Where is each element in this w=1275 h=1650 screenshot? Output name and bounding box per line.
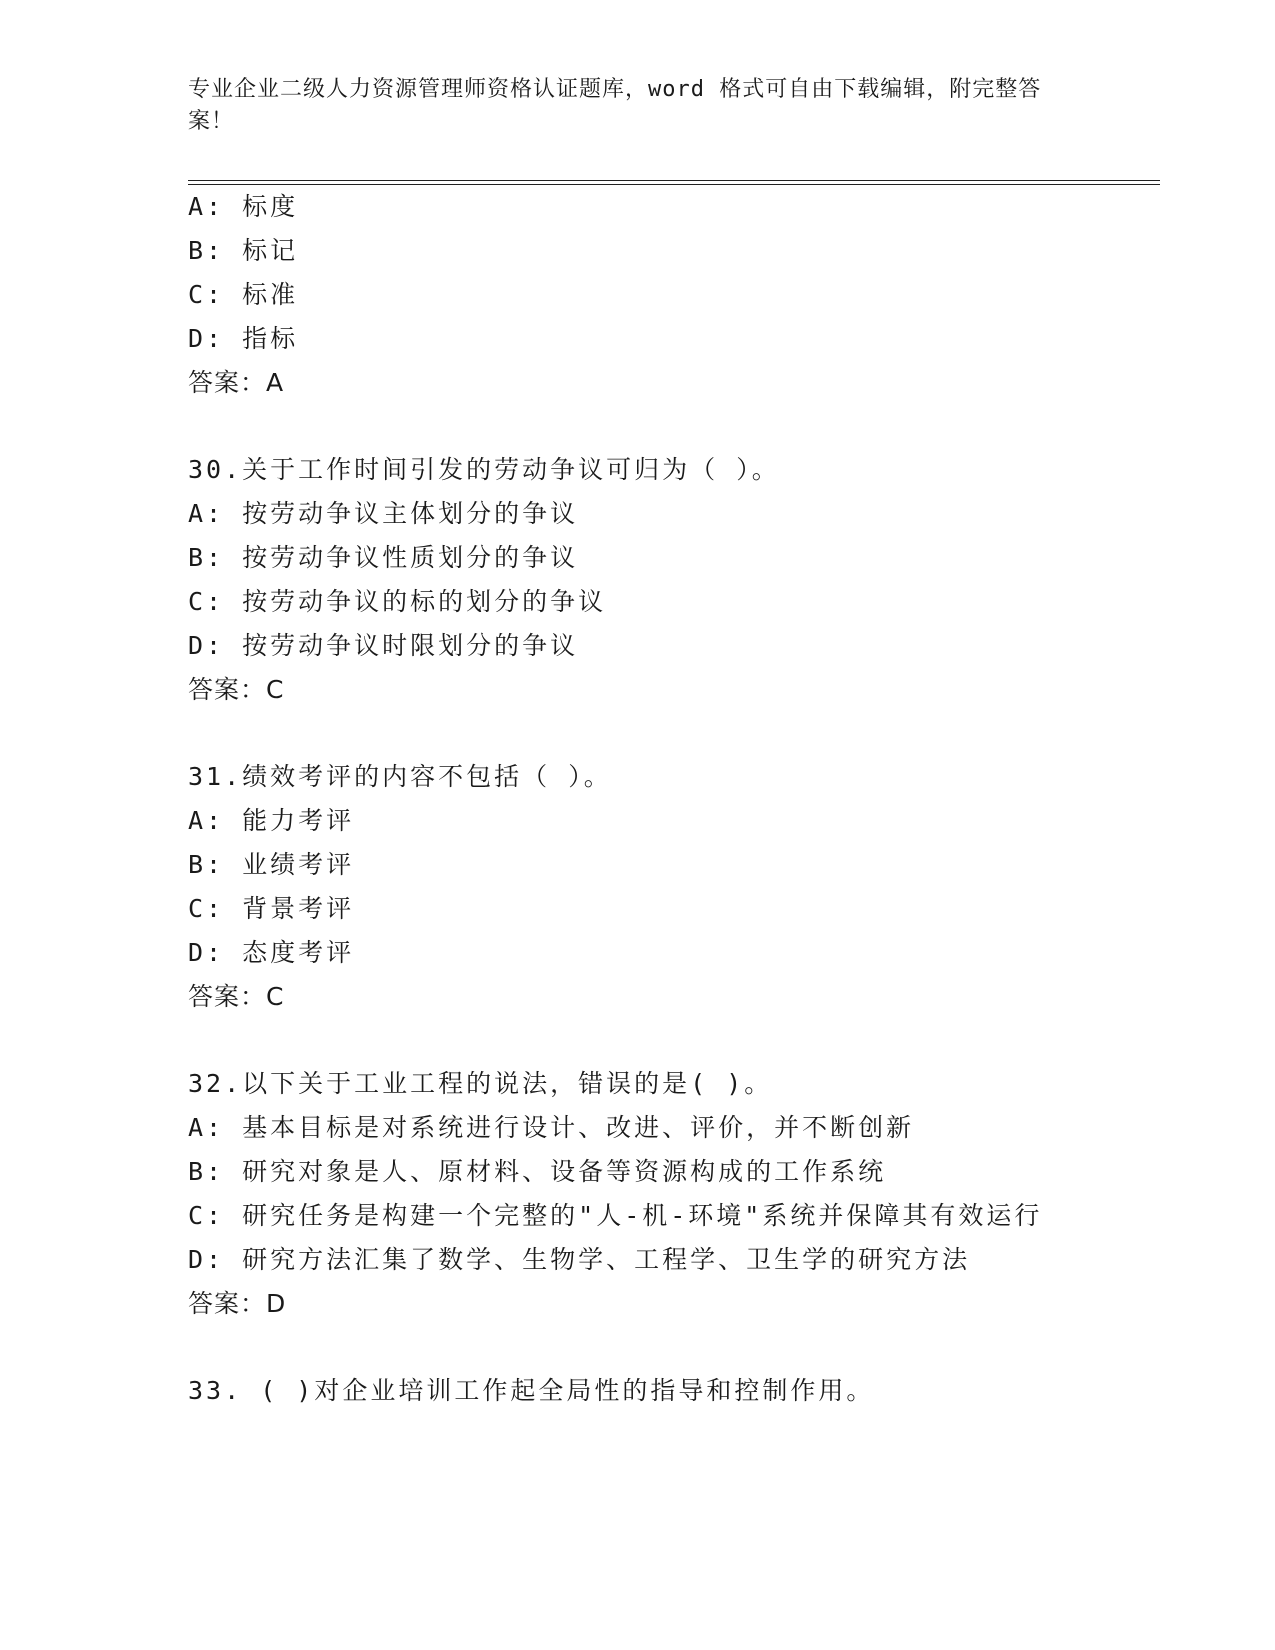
q30-option-b: B: 按劳动争议性质划分的争议 xyxy=(188,543,579,572)
q31-option-b: B: 业绩考评 xyxy=(188,850,355,879)
q29-answer: 答案：A xyxy=(188,368,285,397)
q31-question: 31.绩效考评的内容不包括（ ）。 xyxy=(188,762,612,791)
q33-question: 33. ( )对企业培训工作起全局性的指导和控制作用。 xyxy=(188,1376,875,1405)
document-header: 专业企业二级人力资源管理师资格认证题库，word 格式可自由下载编辑，附完整答案！ xyxy=(188,77,1042,134)
q30-option-d: D: 按劳动争议时限划分的争议 xyxy=(188,631,579,660)
q32-question: 32.以下关于工业工程的说法，错误的是( )。 xyxy=(188,1069,773,1098)
q29-option-a: A: 标度 xyxy=(188,192,299,221)
header-divider-bottom xyxy=(188,184,1160,185)
q32-option-d: D: 研究方法汇集了数学、生物学、工程学、卫生学的研究方法 xyxy=(188,1245,971,1274)
q30-option-a: A: 按劳动争议主体划分的争议 xyxy=(188,499,579,528)
q30-option-c: C: 按劳动争议的标的划分的争议 xyxy=(188,587,607,616)
header-divider-top xyxy=(188,180,1160,181)
q29-option-b: B: 标记 xyxy=(188,236,299,265)
q32-option-a: A: 基本目标是对系统进行设计、改进、评价，并不断创新 xyxy=(188,1113,915,1142)
q31-option-c: C: 背景考评 xyxy=(188,894,355,923)
q32-answer: 答案：D xyxy=(188,1289,287,1318)
q29-option-c: C: 标准 xyxy=(188,280,299,309)
q31-option-a: A: 能力考评 xyxy=(188,806,355,835)
q30-answer: 答案：C xyxy=(188,675,285,704)
q32-option-b: B: 研究对象是人、原材料、设备等资源构成的工作系统 xyxy=(188,1157,887,1186)
q31-option-d: D: 态度考评 xyxy=(188,938,355,967)
q30-question: 30.关于工作时间引发的劳动争议可归为（ ）。 xyxy=(188,455,780,484)
q29-option-d: D: 指标 xyxy=(188,324,299,353)
q31-answer: 答案：C xyxy=(188,982,285,1011)
q32-option-c: C: 研究任务是构建一个完整的"人-机-环境"系统并保障其有效运行 xyxy=(188,1201,1043,1230)
